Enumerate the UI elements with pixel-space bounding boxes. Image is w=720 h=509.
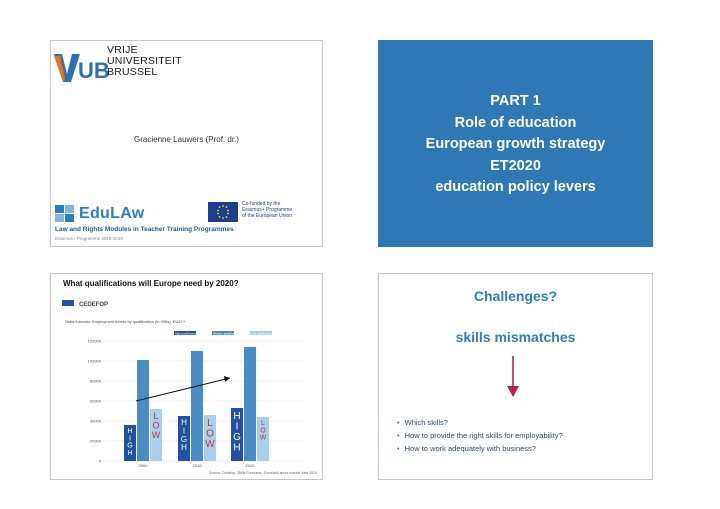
list-item: • How to provide the right skills for employability?	[397, 429, 563, 442]
chart-legend	[174, 331, 272, 335]
edulaw-subtitle: Law and Rights Modules in Teacher Training Programmes	[55, 226, 234, 233]
bar-letter: H	[181, 418, 187, 427]
x-tick-label: 2000	[138, 463, 148, 468]
y-tick-label: 100000	[87, 358, 101, 364]
bar-letter: L	[261, 420, 265, 427]
bar-letter: W	[205, 439, 215, 450]
y-tick-label: 20000	[89, 438, 101, 444]
part1-line-2: Role of education	[454, 114, 577, 131]
part1-title	[379, 91, 652, 199]
slide-title-vub[interactable]	[50, 40, 323, 247]
eu-cofunded-text	[242, 201, 292, 219]
y-tick-label: 60000	[89, 398, 101, 404]
skills-mismatches-heading: skills mismatches	[455, 329, 576, 345]
cedefop-logo-icon	[62, 300, 74, 306]
university-name	[107, 45, 182, 78]
down-arrow-icon	[506, 356, 520, 398]
bar	[191, 351, 203, 461]
bar-letter: I	[129, 435, 131, 443]
university-line-3: BRUSSEL	[107, 66, 158, 78]
challenges-title: Challenges?	[473, 288, 558, 304]
eu-flag-icon	[208, 202, 238, 222]
edulaw-programme: Erasmus+ Programme 2016-2019	[55, 236, 123, 241]
chart-x-labels	[139, 463, 256, 468]
list-item: • How to work adequately with business?	[397, 442, 563, 455]
svg-text:UB: UB	[78, 58, 110, 83]
bar-letter: O	[152, 420, 160, 431]
eu-text-line-1: Co-funded by the	[242, 201, 281, 207]
university-line-2: UNIVERSITEIT	[107, 55, 182, 67]
edulaw-logo-icon	[55, 205, 75, 223]
bar-letter: G	[127, 442, 133, 450]
x-tick-label: 2020	[245, 463, 255, 468]
chart-source: Source: Cedefop, Skills Forecasts, Eurostat/Labour market data 2010	[209, 471, 317, 475]
chart-subtitle: Skills forecast: Employment trends by qualification (in 000s), EU27+	[65, 319, 186, 324]
y-tick-label: 120000	[87, 338, 101, 344]
bar-letter: I	[182, 426, 186, 436]
bar-letter: H	[127, 428, 133, 435]
slide-challenges[interactable]	[378, 273, 653, 480]
university-line-1: VRIJE	[107, 44, 138, 56]
list-item: • Which skills?	[397, 416, 563, 429]
part1-line-4: ET2020	[490, 157, 541, 174]
bar-letter: W	[259, 434, 267, 442]
part1-line-5: education policy levers	[435, 179, 596, 195]
slide-part1[interactable]	[378, 40, 653, 247]
bar-letter: G	[180, 434, 188, 444]
bar-letter: H	[233, 411, 241, 422]
edulaw-logo-text: EduLAw	[79, 205, 145, 222]
vub-logo	[54, 44, 110, 84]
y-tick-label: 0	[98, 458, 101, 464]
bar-letter: O	[260, 427, 266, 435]
qualifications-title: What qualifications will Europe need by 2020?	[63, 279, 239, 288]
bar-letter: H	[127, 450, 133, 458]
qualifications-chart	[59, 296, 317, 478]
eu-text-line-2: Erasmus+ Programme	[242, 207, 293, 213]
x-tick-label: 2010	[192, 463, 202, 468]
trend-arrow-line	[136, 378, 230, 401]
challenges-list	[397, 416, 563, 455]
slide-qualifications[interactable]	[50, 273, 323, 480]
bar-letter: O	[206, 428, 214, 440]
legend-label: High qualification	[175, 331, 197, 336]
y-tick-label: 80000	[89, 378, 101, 384]
part1-line-3: European growth strategy	[425, 136, 606, 152]
bar-letter: H	[233, 442, 241, 454]
part1-line-1: PART 1	[490, 93, 541, 109]
chart-bars	[124, 347, 269, 461]
bar-letter: L	[207, 418, 213, 429]
y-tick-label: 40000	[89, 418, 101, 424]
bar-letter: L	[153, 411, 159, 421]
author-name: Gracienne Lauwers (Prof. dr.)	[134, 135, 239, 144]
eu-text-line-3: of the European Union	[242, 213, 293, 219]
bar	[244, 347, 256, 461]
bar-letter: I	[235, 421, 239, 433]
edulaw-banner	[53, 199, 321, 245]
bar-letter: G	[233, 432, 241, 443]
legend-label: Low qualification	[251, 331, 272, 336]
bar-letter: W	[151, 429, 161, 440]
bar-letter: H	[181, 443, 187, 453]
legend-label: Medium qualification	[213, 331, 239, 336]
cedefop-label: CEDEFOP	[79, 302, 109, 308]
bar	[137, 360, 149, 461]
